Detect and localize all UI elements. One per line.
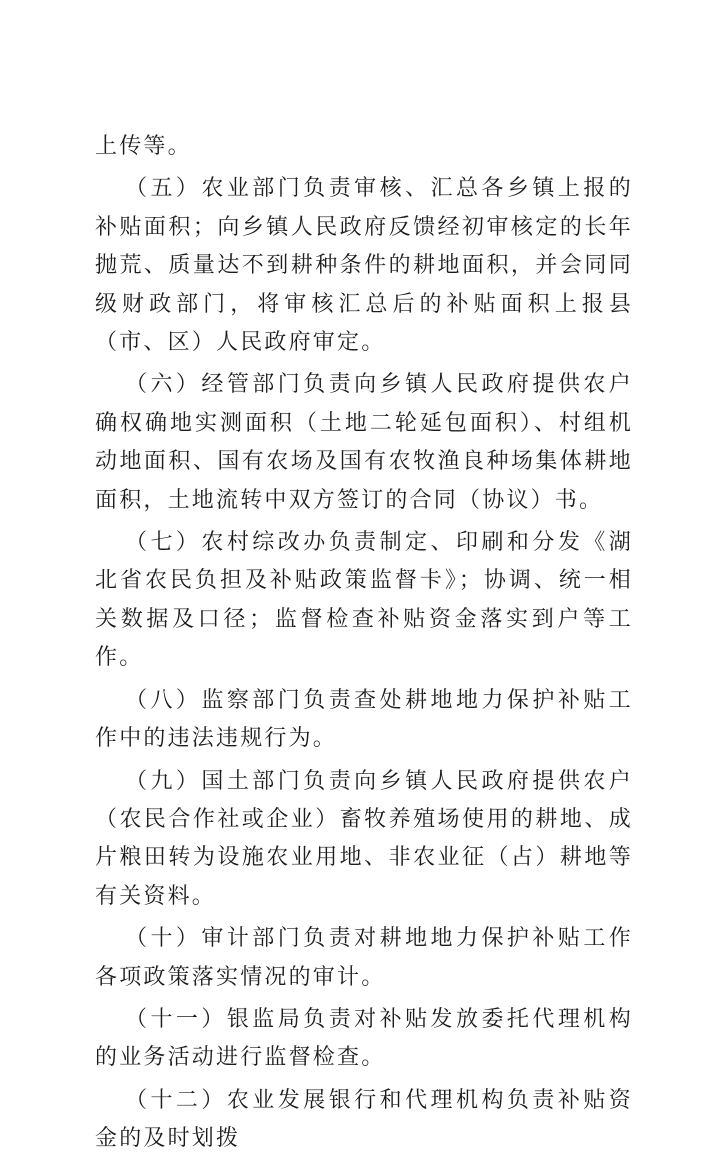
paragraph-item-11: （十一）银监局负责对补贴发放委托代理机构的业务活动进行监督检查。 <box>95 1006 633 1071</box>
paragraph-continuation: 上传等。 <box>95 134 192 159</box>
paragraph-item-7: （七）农村综改办负责制定、印刷和分发《湖北省农民负担及补贴政策监督卡》；协调、统一相关数据及口径；监督检查补贴资金落实到户等工作。 <box>95 530 633 671</box>
document-body <box>95 128 633 1163</box>
paragraph-item-10: （十）审计部门负责对耕地地力保护补贴工作各项政策落实情况的审计。 <box>95 926 633 990</box>
paragraph-item-9: （九）国土部门负责向乡镇人民政府提供农户（农民合作社或企业）畜牧养殖场使用的耕地、成片粮田转为设施农业用地、非农业征（占）耕地等有关资料。 <box>95 768 633 909</box>
paragraph-item-5: （五）农业部门负责审核、汇总各乡镇上报的补贴面积；向乡镇人民政府反馈经初审核定的长年抛荒、质量达不到耕种条件的耕地面积，并会同同级财政部门，将审核汇总后的补贴面积上报县（市、区）人民政府审定。 <box>95 176 633 356</box>
paragraph-item-8: （八）监察部门负责查处耕地地力保护补贴工作中的违法违规行为。 <box>95 687 633 752</box>
paragraph-item-6: （六）经管部门负责向乡镇人民政府提供农户确权确地实测面积（土地二轮延包面积）、村组机动地面积、国有农场及国有农牧渔良种场集体耕地面积，土地流转中双方签订的合同（协议）书。 <box>95 372 633 513</box>
paragraph-item-12: （十二）农业发展银行和代理机构负责补贴资金的及时划拨 <box>95 1087 633 1152</box>
